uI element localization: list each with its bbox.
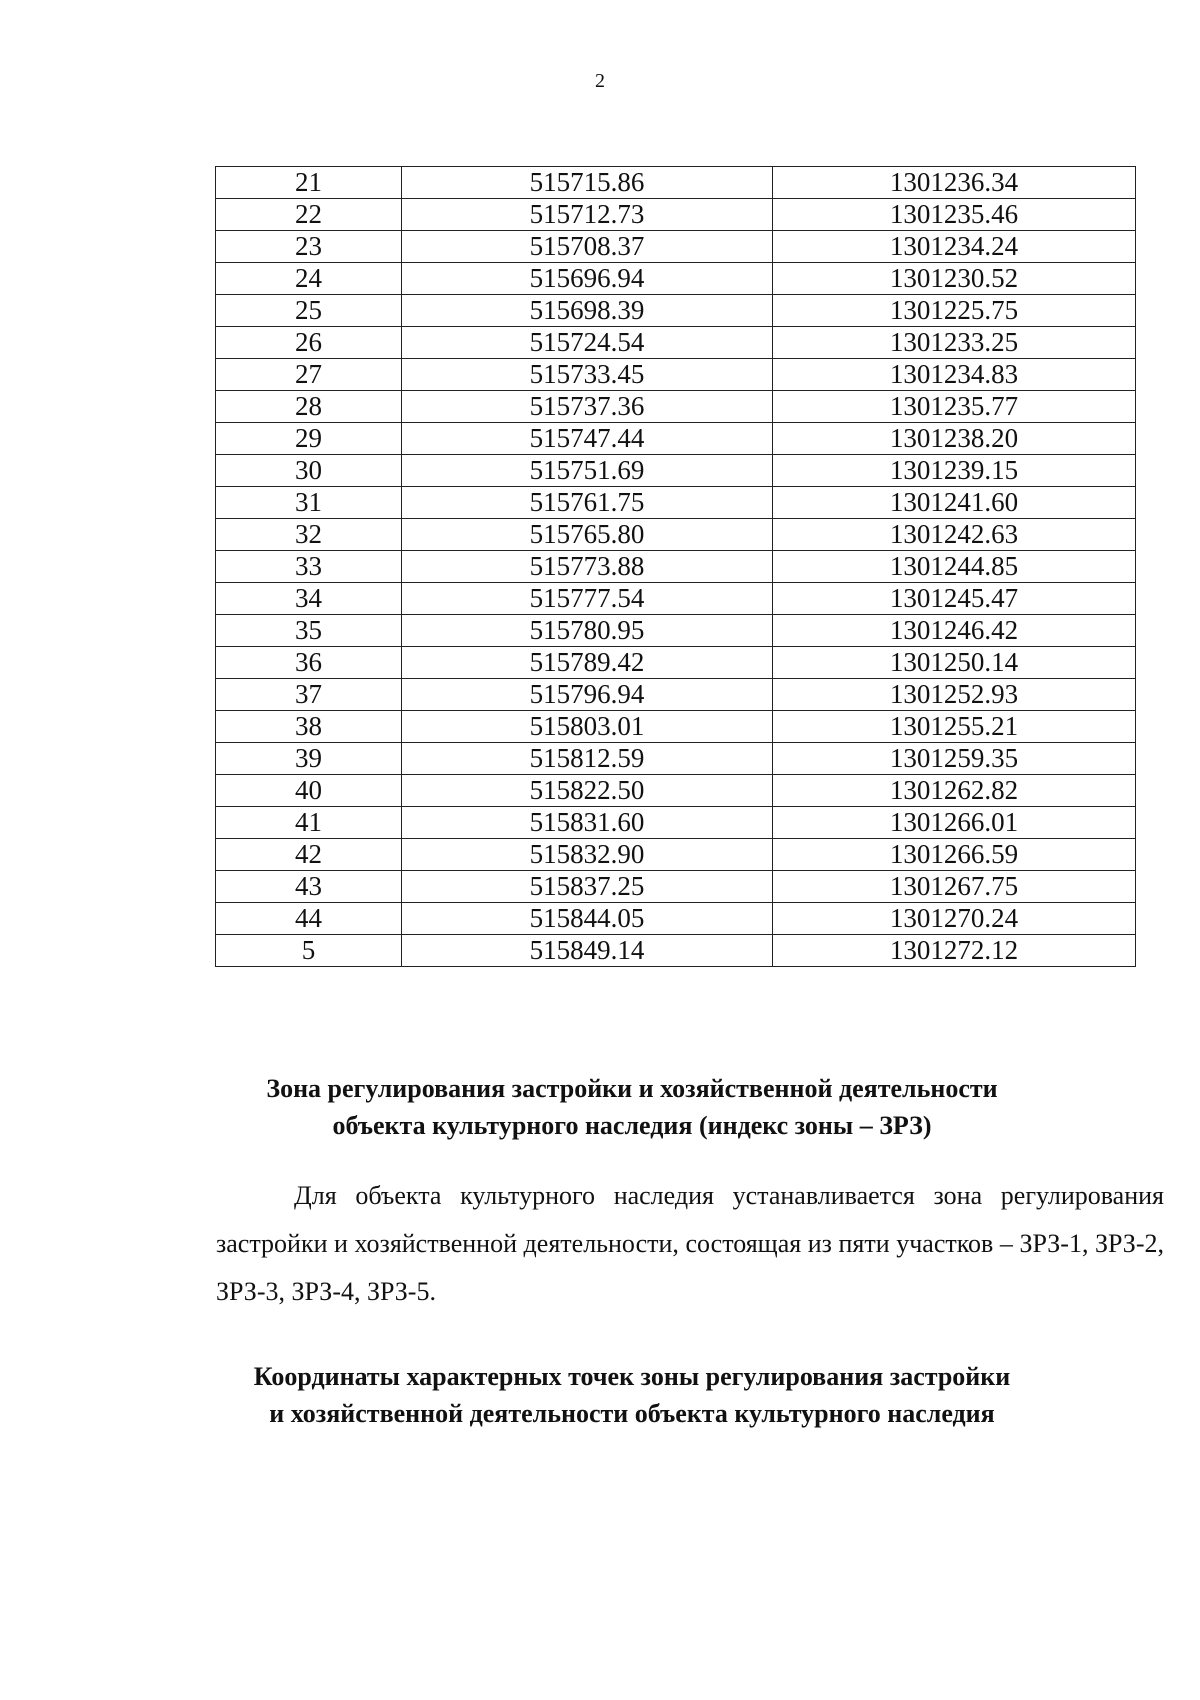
x-coordinate-cell: 515789.42: [402, 647, 773, 679]
y-coordinate-cell: 1301259.35: [773, 743, 1136, 775]
coordinates-heading: [32, 1358, 1200, 1432]
table-row: [216, 295, 1136, 327]
table-row: [216, 839, 1136, 871]
point-number-cell: 5: [216, 935, 402, 967]
point-number-cell: 26: [216, 327, 402, 359]
x-coordinate-cell: 515777.54: [402, 583, 773, 615]
y-coordinate-cell: 1301233.25: [773, 327, 1136, 359]
y-coordinate-cell: 1301234.24: [773, 231, 1136, 263]
y-coordinate-cell: 1301272.12: [773, 935, 1136, 967]
x-coordinate-cell: 515696.94: [402, 263, 773, 295]
x-coordinate-cell: 515737.36: [402, 391, 773, 423]
zone-heading-line-2: объекта культурного наследия (индекс зоны – ЗРЗ): [332, 1111, 932, 1140]
y-coordinate-cell: 1301267.75: [773, 871, 1136, 903]
x-coordinate-cell: 515761.75: [402, 487, 773, 519]
table-row: [216, 487, 1136, 519]
point-number-cell: 30: [216, 455, 402, 487]
point-number-cell: 37: [216, 679, 402, 711]
point-number-cell: 22: [216, 199, 402, 231]
point-number-cell: 43: [216, 871, 402, 903]
table-row: [216, 263, 1136, 295]
x-coordinate-cell: 515698.39: [402, 295, 773, 327]
y-coordinate-cell: 1301236.34: [773, 167, 1136, 199]
x-coordinate-cell: 515822.50: [402, 775, 773, 807]
point-number-cell: 35: [216, 615, 402, 647]
x-coordinate-cell: 515796.94: [402, 679, 773, 711]
point-number-cell: 24: [216, 263, 402, 295]
x-coordinate-cell: 515733.45: [402, 359, 773, 391]
x-coordinate-cell: 515765.80: [402, 519, 773, 551]
point-number-cell: 33: [216, 551, 402, 583]
point-number-cell: 25: [216, 295, 402, 327]
x-coordinate-cell: 515724.54: [402, 327, 773, 359]
point-number-cell: 36: [216, 647, 402, 679]
x-coordinate-cell: 515747.44: [402, 423, 773, 455]
y-coordinate-cell: 1301262.82: [773, 775, 1136, 807]
point-number-cell: 39: [216, 743, 402, 775]
x-coordinate-cell: 515837.25: [402, 871, 773, 903]
coordinates-heading-line-2: и хозяйственной деятельности объекта культурного наследия: [269, 1399, 995, 1428]
y-coordinate-cell: 1301225.75: [773, 295, 1136, 327]
table-row: [216, 903, 1136, 935]
y-coordinate-cell: 1301266.01: [773, 807, 1136, 839]
x-coordinate-cell: 515708.37: [402, 231, 773, 263]
zone-heading: [32, 1070, 1200, 1144]
coordinates-table: [215, 166, 1136, 967]
table-row: [216, 423, 1136, 455]
y-coordinate-cell: 1301242.63: [773, 519, 1136, 551]
table-row: [216, 711, 1136, 743]
x-coordinate-cell: 515715.86: [402, 167, 773, 199]
x-coordinate-cell: 515812.59: [402, 743, 773, 775]
table-row: [216, 935, 1136, 967]
table-row: [216, 775, 1136, 807]
table-row: [216, 359, 1136, 391]
y-coordinate-cell: 1301238.20: [773, 423, 1136, 455]
point-number-cell: 27: [216, 359, 402, 391]
table-row: [216, 807, 1136, 839]
table-row: [216, 583, 1136, 615]
y-coordinate-cell: 1301239.15: [773, 455, 1136, 487]
zone-description-paragraph: Для объекта культурного наследия устанавливается зона регулирования застройки и хозяйственной деятельности, состоящая из пяти участков – ЗРЗ-1, ЗРЗ-2, ЗРЗ-3, ЗРЗ-4, ЗРЗ-5.: [216, 1181, 1164, 1306]
table-row: [216, 551, 1136, 583]
table-row: [216, 391, 1136, 423]
point-number-cell: 38: [216, 711, 402, 743]
y-coordinate-cell: 1301246.42: [773, 615, 1136, 647]
point-number-cell: 40: [216, 775, 402, 807]
table-row: [216, 455, 1136, 487]
x-coordinate-cell: 515751.69: [402, 455, 773, 487]
point-number-cell: 23: [216, 231, 402, 263]
x-coordinate-cell: 515832.90: [402, 839, 773, 871]
y-coordinate-cell: 1301245.47: [773, 583, 1136, 615]
y-coordinate-cell: 1301255.21: [773, 711, 1136, 743]
table-row: [216, 167, 1136, 199]
y-coordinate-cell: 1301250.14: [773, 647, 1136, 679]
y-coordinate-cell: 1301230.52: [773, 263, 1136, 295]
point-number-cell: 44: [216, 903, 402, 935]
point-number-cell: 42: [216, 839, 402, 871]
point-number-cell: 32: [216, 519, 402, 551]
point-number-cell: 21: [216, 167, 402, 199]
y-coordinate-cell: 1301270.24: [773, 903, 1136, 935]
y-coordinate-cell: 1301235.77: [773, 391, 1136, 423]
table-row: [216, 199, 1136, 231]
y-coordinate-cell: 1301234.83: [773, 359, 1136, 391]
x-coordinate-cell: 515773.88: [402, 551, 773, 583]
x-coordinate-cell: 515831.60: [402, 807, 773, 839]
coordinates-table-body: [216, 167, 1136, 967]
point-number-cell: 29: [216, 423, 402, 455]
table-row: [216, 615, 1136, 647]
y-coordinate-cell: 1301235.46: [773, 199, 1136, 231]
table-row: [216, 647, 1136, 679]
x-coordinate-cell: 515844.05: [402, 903, 773, 935]
table-row: [216, 231, 1136, 263]
page-number: 2: [595, 70, 605, 92]
table-row: [216, 743, 1136, 775]
x-coordinate-cell: 515712.73: [402, 199, 773, 231]
table-row: [216, 871, 1136, 903]
y-coordinate-cell: 1301244.85: [773, 551, 1136, 583]
coordinates-heading-line-1: Координаты характерных точек зоны регулирования застройки: [253, 1362, 1011, 1391]
point-number-cell: 41: [216, 807, 402, 839]
table-row: [216, 519, 1136, 551]
point-number-cell: 28: [216, 391, 402, 423]
y-coordinate-cell: 1301252.93: [773, 679, 1136, 711]
y-coordinate-cell: 1301266.59: [773, 839, 1136, 871]
x-coordinate-cell: 515780.95: [402, 615, 773, 647]
y-coordinate-cell: 1301241.60: [773, 487, 1136, 519]
table-row: [216, 327, 1136, 359]
zone-heading-line-1: Зона регулирования застройки и хозяйственной деятельности: [266, 1074, 998, 1103]
x-coordinate-cell: 515803.01: [402, 711, 773, 743]
table-row: [216, 679, 1136, 711]
point-number-cell: 34: [216, 583, 402, 615]
point-number-cell: 31: [216, 487, 402, 519]
x-coordinate-cell: 515849.14: [402, 935, 773, 967]
